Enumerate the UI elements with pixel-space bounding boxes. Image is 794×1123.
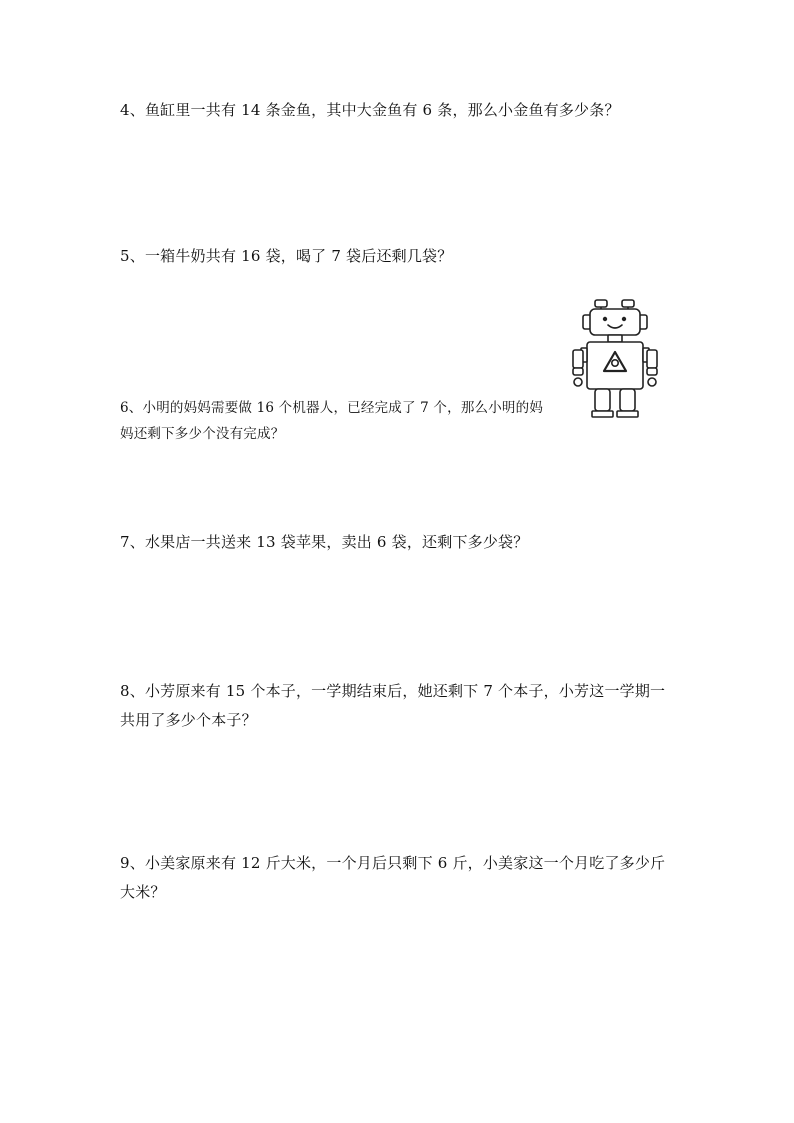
robot-icon: [568, 298, 664, 424]
question-8: 8、小芳原来有 15 个本子，一学期结束后，她还剩下 7 个本子，小芳这一学期一共用了多少个本子？: [120, 682, 666, 729]
question-4: 4、鱼缸里一共有 14 条金鱼，其中大金鱼有 6 条，那么小金鱼有多少条？: [120, 101, 620, 119]
question-5: 5、一箱牛奶共有 16 袋，喝了 7 袋后还剩几袋？: [120, 247, 453, 265]
question-9: 9、小美家原来有 12 斤大米，一个月后只剩下 6 斤，小美家这一个月吃了多少斤大米？: [120, 854, 666, 901]
question-6: 6、小明的妈妈需要做 16 个机器人，已经完成了 7 个，那么小明的妈妈还剩下多少个没有完成？: [120, 400, 544, 442]
question-7: 7、水果店一共送来 13 袋苹果，卖出 6 袋，还剩下多少袋？: [120, 533, 529, 551]
